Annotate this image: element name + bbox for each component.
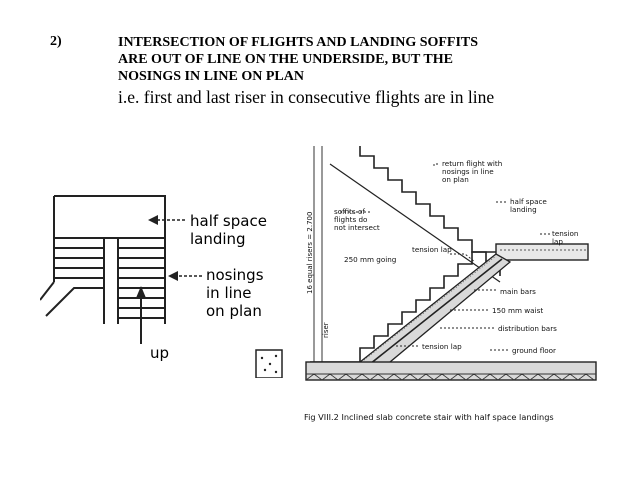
label-waist: 150 mm waist: [492, 306, 544, 315]
label-return-flight: on plan: [442, 175, 469, 184]
label-riser: riser: [322, 322, 330, 338]
label-half-space: half space: [510, 197, 547, 206]
label-return-flight: nosings in line: [442, 167, 494, 176]
plan-label: nosings: [206, 266, 264, 284]
label-tension: tension: [552, 229, 579, 238]
label-tension-lap-top: tension lap: [412, 245, 452, 254]
plan-label: on plan: [206, 302, 262, 320]
label-soffits: not intersect: [334, 223, 380, 232]
label-tension: lap: [552, 237, 563, 246]
label-tension-lap-bottom: tension lap: [422, 342, 462, 351]
plan-hatched-block: [256, 350, 282, 378]
label-return-flight: return flight with: [442, 159, 503, 168]
heading: [118, 34, 618, 85]
stair-plan-figure: [40, 182, 288, 378]
label-risers-dim: 16 equal risers = 2.700: [306, 211, 314, 294]
plan-treads: [54, 248, 165, 318]
figure-caption: Fig VIII.2 Inclined slab concrete stair with half space landings: [304, 412, 554, 422]
arrow-icon: [168, 271, 178, 281]
ground-floor-slab: [306, 362, 596, 380]
stair-section-figure: [300, 142, 606, 430]
label-distribution-bars: distribution bars: [498, 324, 557, 333]
item-number: 2): [50, 34, 62, 49]
label-going: 250 mm going: [344, 255, 397, 264]
label-ground-floor: ground floor: [512, 346, 556, 355]
heading-line: INTERSECTION OF FLIGHTS AND LANDING SOFFITS: [118, 35, 479, 50]
heading-line: ARE OUT OF LINE ON THE UNDERSIDE, BUT THE: [118, 52, 453, 67]
plan-label: landing: [190, 230, 246, 248]
plan-label: half space: [190, 212, 267, 230]
label-soffits: flights do: [334, 215, 368, 224]
plan-label: in line: [206, 284, 252, 302]
heading-line: NOSINGS IN LINE ON PLAN: [118, 69, 304, 84]
label-half-space: landing: [510, 205, 537, 214]
arrow-icon: [148, 215, 158, 225]
subheading: i.e. first and last riser in consecutive flights are in line: [118, 87, 495, 107]
landing-slab: [496, 244, 588, 260]
label-soffits: soffits of: [334, 207, 365, 216]
plan-break-line: [40, 282, 54, 300]
plan-label-up: up: [150, 344, 170, 362]
plan-corner-line: [46, 288, 104, 316]
plan-landing-outline: [54, 196, 165, 238]
label-main-bars: main bars: [500, 287, 536, 296]
